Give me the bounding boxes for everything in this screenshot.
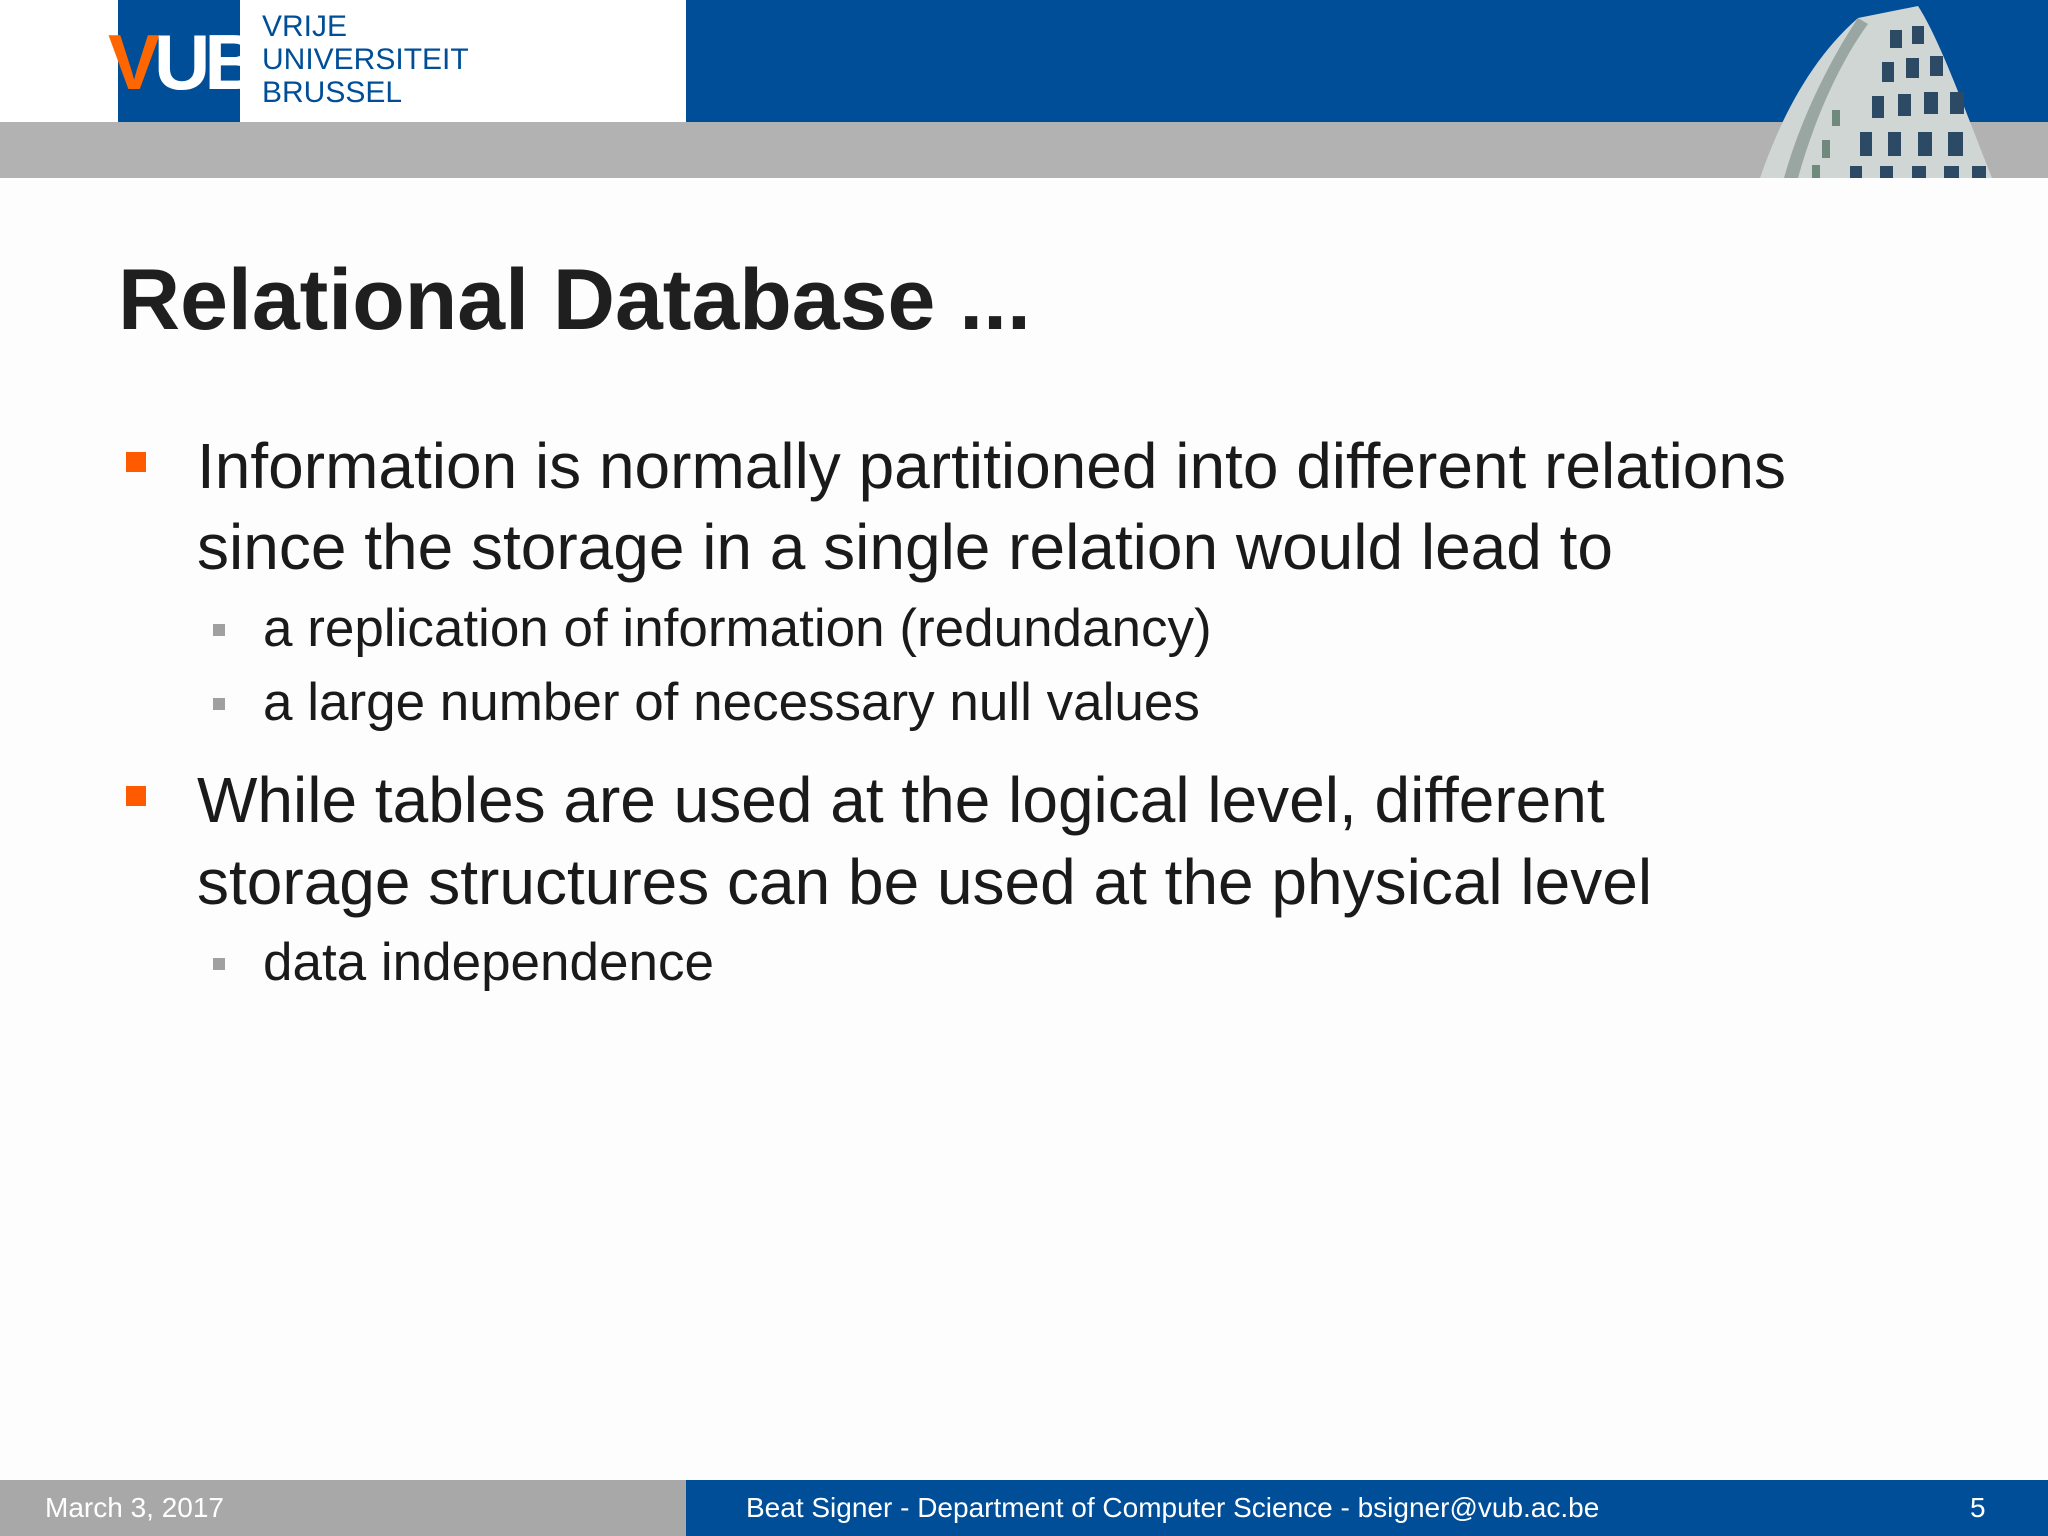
vub-logo-name (262, 10, 469, 109)
logo-name-line-3: BRUSSEL (262, 76, 403, 109)
sub-bullet-marker-1-2 (213, 698, 225, 710)
sub-bullet-marker-1-1 (213, 624, 225, 636)
sub-bullet-1-1: a replication of information (redundancy) (263, 599, 1212, 658)
sub-bullet-marker-2-1 (213, 958, 225, 970)
footer-page-number: 5 (1970, 1492, 1986, 1523)
slide-header (0, 0, 2048, 178)
sub-bullet-1-2: a large number of necessary null values (263, 673, 1200, 732)
footer-date: March 3, 2017 (45, 1492, 224, 1523)
bullet-marker-2 (126, 786, 146, 806)
vub-logo-mark (108, 14, 255, 110)
slide-title: Relational Database ... (118, 252, 1031, 348)
bullet-1-line-1: Information is normally partitioned into different relations (197, 430, 1786, 502)
building-image (1740, 0, 2000, 178)
vub-logo-ub: UB (154, 18, 255, 106)
logo-name-line-2: UNIVERSITEIT (262, 43, 469, 76)
footer-author: Beat Signer - Department of Computer Science - bsigner@vub.ac.be (746, 1492, 1600, 1523)
bullet-2-line-2: storage structures can be used at the physical level (197, 846, 1653, 918)
vub-logo-v: V (108, 18, 155, 106)
slide-footer (0, 1480, 2048, 1536)
bullet-2-line-1: While tables are used at the logical level, different (197, 764, 1605, 836)
sub-bullet-2-1: data independence (263, 933, 714, 992)
bullet-marker-1 (126, 452, 146, 472)
bullet-1-line-2: since the storage in a single relation would lead to (197, 511, 1613, 583)
logo-name-line-1: VRIJE (262, 10, 348, 43)
